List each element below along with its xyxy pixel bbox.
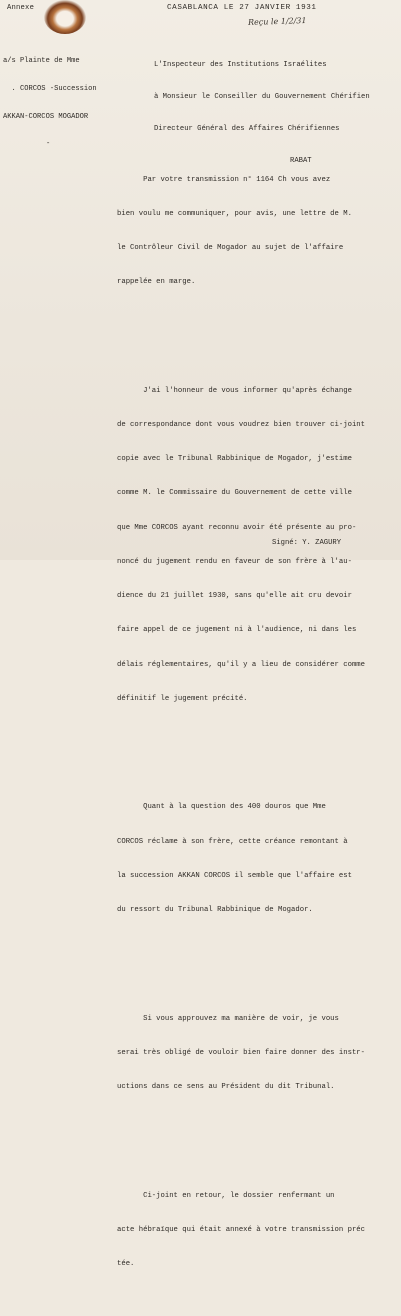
subject-sidebar bbox=[3, 39, 97, 168]
body-line: noncé du jugement rendu en faveur de son frère à l'au- bbox=[117, 557, 352, 566]
letter-date: CASABLANCA LE 27 JANVIER 1931 bbox=[167, 4, 317, 12]
signature: Signé: Y. ZAGURY bbox=[272, 539, 342, 547]
subject-line: a/s Plainte de Mme bbox=[3, 57, 80, 66]
address-line: à Monsieur le Conseiller du Gouvernement Chérifien bbox=[154, 92, 370, 101]
body-line: faire appel de ce jugement ni à l'audience, ni dans les bbox=[117, 626, 357, 635]
body-line: Par votre transmission n° 1164 Ch vous avez bbox=[117, 175, 331, 184]
received-stamp: Reçu le 1/2/31 bbox=[247, 15, 307, 28]
body-line: dience du 21 juillet 1930, sans qu'elle ait cru devoir bbox=[117, 592, 352, 601]
rust-stain bbox=[44, 0, 86, 34]
body-line: J'ai l'honneur de vous informer qu'après échange bbox=[117, 386, 352, 395]
body-line: copie avec le Tribunal Rabbinique de Mogador, j'estime bbox=[117, 455, 352, 464]
paragraph-3 bbox=[117, 780, 400, 940]
body-line: de correspondance dont vous voudrez bien trouver ci-joint bbox=[117, 421, 365, 430]
body-line: Si vous approuvez ma manière de voir, je vous bbox=[117, 1014, 339, 1023]
body-line: la succession AKKAN CORCOS il semble que l'affaire est bbox=[117, 871, 352, 880]
body-line: que Mme CORCOS ayant reconnu avoir été présente au pro- bbox=[117, 523, 357, 532]
body-line: serai très obligé de vouloir bien faire donner des instr- bbox=[117, 1048, 365, 1057]
address-city: RABAT bbox=[290, 156, 312, 165]
subject-line: . CORCOS -Succession bbox=[3, 85, 97, 94]
paragraph-1 bbox=[117, 152, 400, 312]
body-line: bien voulu me communiquer, pour avis, une lettre de M. bbox=[117, 209, 352, 218]
body-line: le Contrôleur Civil de Mogador au sujet de l'affaire bbox=[117, 244, 344, 253]
annexe-label: Annexe bbox=[7, 4, 35, 12]
body-line: Ci-joint en retour, le dossier renfermant un bbox=[117, 1191, 335, 1200]
paragraph-4 bbox=[117, 991, 400, 1116]
body-line: Quant à la question des 400 douros que Mme bbox=[117, 803, 326, 812]
letter-body bbox=[117, 129, 400, 1316]
body-line: comme M. le Commissaire du Gouvernement de cette ville bbox=[117, 489, 352, 498]
body-line: définitif le jugement précité. bbox=[117, 694, 248, 703]
body-line: du ressort du Tribunal Rabbinique de Mogador. bbox=[117, 905, 313, 914]
body-line: tée. bbox=[117, 1260, 135, 1269]
subject-dash: - bbox=[46, 140, 51, 149]
paragraph-2 bbox=[117, 363, 400, 728]
address-line: L'Inspecteur des Institutions Israélites bbox=[154, 61, 327, 70]
subject-line: AKKAN-CORCOS MOGADOR bbox=[3, 112, 89, 121]
body-line: CORCOS réclame à son frère, cette créance remontant à bbox=[117, 837, 348, 846]
body-line: rappelée en marge. bbox=[117, 278, 196, 287]
body-line: uctions dans ce sens au Président du dit Tribunal. bbox=[117, 1083, 335, 1091]
body-line: acte hébraïque qui était annexé à votre transmission préc bbox=[117, 1225, 365, 1234]
body-line: délais réglementaires, qu'il y a lieu de considérer comme bbox=[117, 660, 365, 669]
paragraph-5 bbox=[117, 1168, 400, 1293]
address-line: Directeur Général des Affaires Chérifiennes bbox=[154, 124, 340, 133]
